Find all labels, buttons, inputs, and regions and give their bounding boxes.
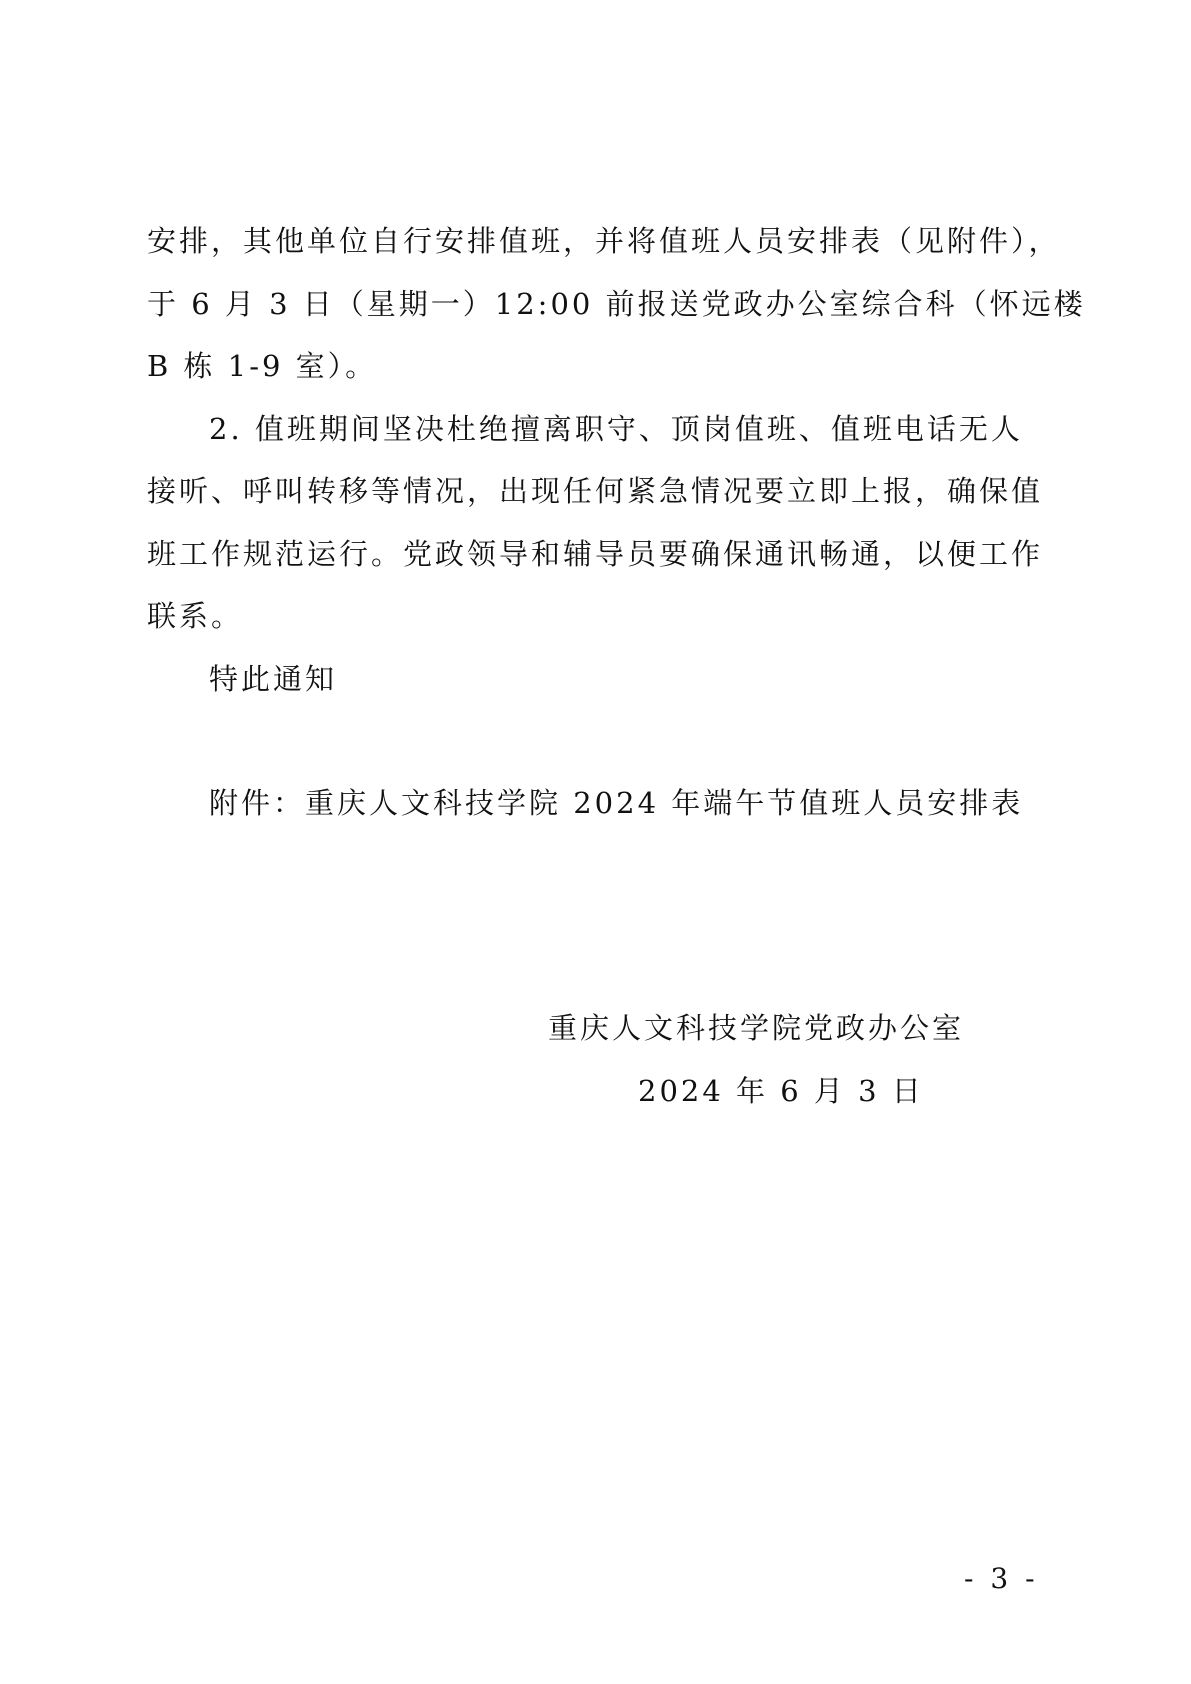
signature-block <box>548 997 1008 1122</box>
text-line: 接听、呼叫转移等情况，出现任何紧急情况要立即上报，确保值 <box>147 474 1044 508</box>
text-line: B 栋 1-9 室）。 <box>147 349 378 383</box>
document-body <box>147 210 1086 835</box>
attachment-note: 附件：重庆人文科技学院 2024 年端午节值班人员安排表 <box>209 786 1024 820</box>
text-line: 班工作规范运行。党政领导和辅导员要确保通讯畅通，以便工作 <box>147 536 1044 571</box>
issuing-organization: 重庆人文科技学院党政办公室 <box>548 1011 965 1045</box>
text-line: 联系。 <box>147 599 244 633</box>
text-line: 安排，其他单位自行安排值班，并将值班人员安排表（见附件）， <box>147 224 1061 258</box>
closing-phrase: 特此通知 <box>209 661 338 696</box>
paragraph-submission-instructions <box>147 210 1086 398</box>
paragraph-duty-requirements <box>147 398 1047 648</box>
text-line: 2. 值班期间坚决杜绝擅离职守、顶岗值班、值班电话无人 <box>209 411 1023 446</box>
page-number: - 3 - <box>964 1562 1039 1595</box>
issue-date: 2024 年 6 月 3 日 <box>638 1073 924 1108</box>
blank-line <box>147 710 1047 772</box>
text-line: 于 6 月 3 日（星期一）12:00 前报送党政办公室综合科（怀远楼 <box>147 286 1086 321</box>
